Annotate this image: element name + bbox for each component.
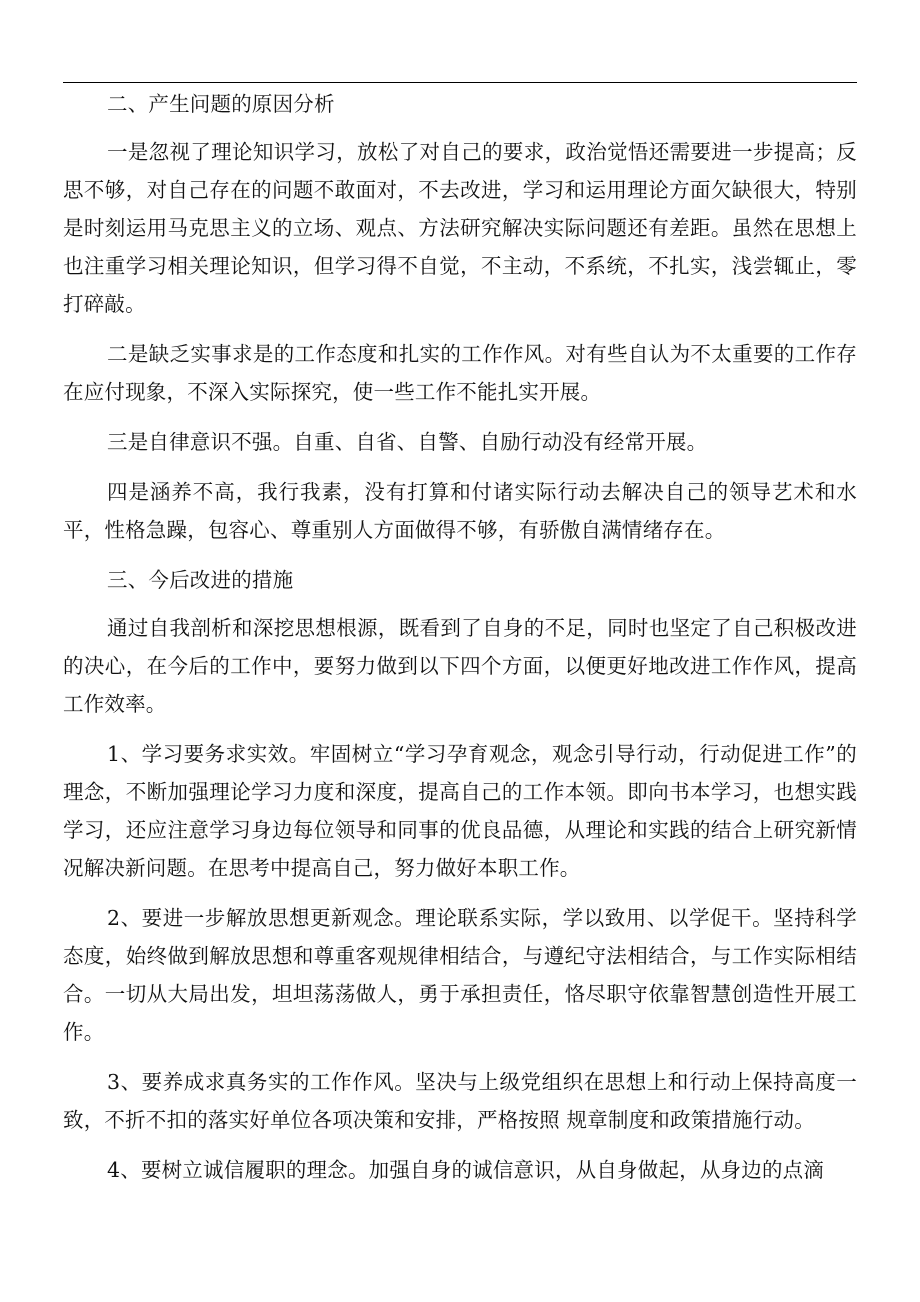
paragraph-measure-3: 3、要养成求真务实的工作作风。坚决与上级党组织在思想上和行动上保持高度一致，不折不扣的落实好单位各项决策和安排，严格按照 规章制度和政策措施行动。 <box>63 1070 857 1132</box>
paragraph-cause-4: 四是涵养不高，我行我素，没有打算和付诸实际行动去解决自己的领导艺术和水平，性格急躁，包容心、尊重别人方面做得不够，有骄傲自满情绪存在。 <box>63 480 857 542</box>
paragraph-measures-intro: 通过自我剖析和深挖思想根源，既看到了自身的不足，同时也坚定了自己积极改进的决心，在今后的工作中，要努力做到以下四个方面，以便更好地改进工作作风，提高工作效率。 <box>63 616 857 716</box>
paragraph-cause-2: 二是缺乏实事求是的工作态度和扎实的工作作风。对有些自认为不太重要的工作存在应付现象，不深入实际探究，使一些工作不能扎实开展。 <box>63 342 857 404</box>
paragraph-measure-4: 4、要树立诚信履职的理念。加强自身的诚信意识，从自身做起，从身边的点滴 <box>107 1158 825 1182</box>
header-rule <box>63 82 857 83</box>
paragraph-measure-2: 2、要进一步解放思想更新观念。理论联系实际，学以致用、以学促干。坚持科学态度，始终做到解放思想和尊重客观规律相结合，与遵纪守法相结合，与工作实际相结合。一切从大局出发，坦坦荡荡做人，勇于承担责任，恪尽职守依靠智慧创造性开展工作。 <box>63 906 857 1044</box>
paragraph-cause-3: 三是自律意识不强。自重、自省、自警、自励行动没有经常开展。 <box>107 430 708 454</box>
paragraph-cause-1: 一是忽视了理论知识学习，放松了对自己的要求，政治觉悟还需要进一步提高；反思不够，对自己存在的问题不敢面对，不去改进，学习和运用理论方面欠缺很大，特别是时刻运用马克思主义的立场、观点、方法研究解决实际问题还有差距。虽然在思想上也注重学习相关理论知识，但学习得不自觉，不主动，不系统，不扎实，浅尝辄止，零打碎敲。 <box>63 140 857 316</box>
document-body <box>63 85 857 1201</box>
paragraph-measure-1: 1、学习要务求实效。牢固树立“学习孕育观念，观念引导行动，行动促进工作”的理念，不断加强理论学习力度和深度，提高自己的工作本领。即向书本学习，也想实践学习，还应注意学习身边每位领导和同事的优良品德，从理论和实践的结合上研究新情况解决新问题。在思考中提高自己，努力做好本职工作。 <box>63 742 857 880</box>
section-heading-causes: 二、产生问题的原因分析 <box>107 92 335 116</box>
section-heading-measures: 三、今后改进的措施 <box>107 568 294 592</box>
